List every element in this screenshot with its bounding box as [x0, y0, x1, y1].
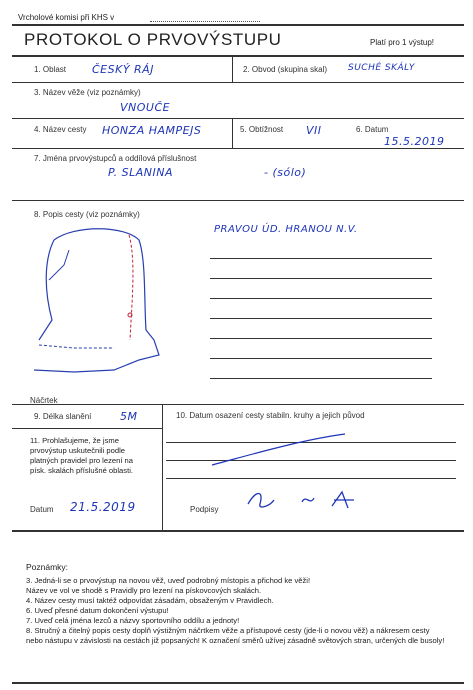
sketch-drawing: [14, 220, 184, 390]
field-3-label: 3. Název věže (viz poznámky): [34, 88, 141, 97]
field-3-value: VNOUČE: [120, 101, 171, 114]
committee-label: Vrcholové komisi při KHS v: [18, 13, 115, 22]
field-4-value: HONZA HAMPEJS: [102, 124, 202, 137]
field-2-label: 2. Obvod (skupina skal): [243, 65, 328, 74]
field-5-label: 5. Obtížnost: [240, 125, 284, 134]
valid-note: Platí pro 1 výstup!: [370, 38, 435, 47]
title-border: [12, 55, 464, 57]
rule-4: [12, 148, 464, 149]
date-label: Datum: [30, 505, 54, 514]
note-item: Název ve vol ve shodě s Pravidly pro lezení na pískovcových skalách.: [26, 586, 262, 595]
rule-7: [12, 200, 464, 201]
committee-underline: [150, 21, 260, 22]
bottom-border: [12, 682, 464, 684]
field-7-extra: - (sólo): [264, 166, 307, 179]
field-11-label: 11. Prohlašujeme, že jsme prvovýstup uskutečnili podle platných pravidel pro lezení na písk. skalách příslušné oblasti.: [30, 436, 134, 475]
f10-line-3: [166, 478, 456, 479]
date-value: 21.5.2019: [70, 500, 136, 514]
page-title: PROTOKOL O PRVOVÝSTUPU: [24, 30, 282, 49]
divider-9: [162, 404, 163, 530]
desc-line-3: [210, 298, 432, 299]
note-item: 8. Stručný a čitelný popis cesty doplň výstižným náčrtkem věže a přístupové cesty (jde-li o novou věž) a nákresem cesty nebo nástupu v závislosti na cestách již popsaných! K označení směrů užívej zásadně světových stran, určených dle busoly!: [26, 626, 445, 645]
field-5-value: VII: [306, 124, 322, 137]
note-item: 6. Uveď přesné datum dokončení výstupu!: [26, 606, 169, 615]
note-item: 4. Název cesty musí taktéž odpovídat zásadám, obsaženým v Pravidlech.: [26, 596, 274, 605]
rule-8: [12, 404, 464, 405]
divider-1: [232, 56, 233, 82]
desc-line-7: [210, 378, 432, 379]
field-1-value: ČESKÝ RÁJ: [92, 63, 154, 76]
field-9-value: 5M: [120, 410, 138, 423]
desc-line-4: [210, 318, 432, 319]
notes-list: [26, 576, 446, 646]
field-6-label: 6. Datum: [356, 125, 389, 134]
sketch-label: Náčrtek: [30, 396, 58, 405]
field-8-value: PRAVOU ÚD. HRANOU N.V.: [214, 224, 358, 235]
rule-9: [12, 428, 162, 429]
rule-11: [12, 530, 464, 532]
notes-title: Poznámky:: [26, 562, 69, 572]
rule-3: [12, 118, 464, 119]
field-4-label: 4. Název cesty: [34, 125, 87, 134]
field-6-value: 15.5.2019: [384, 135, 445, 148]
field-1-label: 1. Oblast: [34, 65, 67, 74]
rule-1: [12, 82, 464, 83]
desc-line-2: [210, 278, 432, 279]
desc-line-5: [210, 338, 432, 339]
desc-line-6: [210, 358, 432, 359]
signatures-drawing: [244, 486, 364, 516]
field-10-label: 10. Datum osazení cesty stabiln. kruhy a jejich původ: [176, 411, 365, 420]
field-7-value: P. SLANINA: [108, 166, 173, 179]
note-item: 3. Jedná-li se o prvovýstup na novou věž, uveď podrobný místopis a přichod ke věži!: [26, 576, 311, 585]
desc-line-1: [210, 258, 432, 259]
top-border: [12, 24, 464, 26]
note-item: 7. Uveď celá jména lezců a názvy sportovního oddílu a jednoty!: [26, 616, 240, 625]
field-9-label: 9. Délka slanění: [34, 412, 92, 421]
divider-4: [232, 118, 233, 148]
signatures-label: Podpisy: [190, 505, 219, 514]
field-8-label: 8. Popis cesty (viz poznámky): [34, 210, 140, 219]
f10-stroke: [210, 430, 350, 470]
field-2-value: SUCHÉ SKÁLY: [348, 63, 415, 73]
field-7-label: 7. Jména prvovýstupců a oddílová příslušnost: [34, 154, 197, 163]
